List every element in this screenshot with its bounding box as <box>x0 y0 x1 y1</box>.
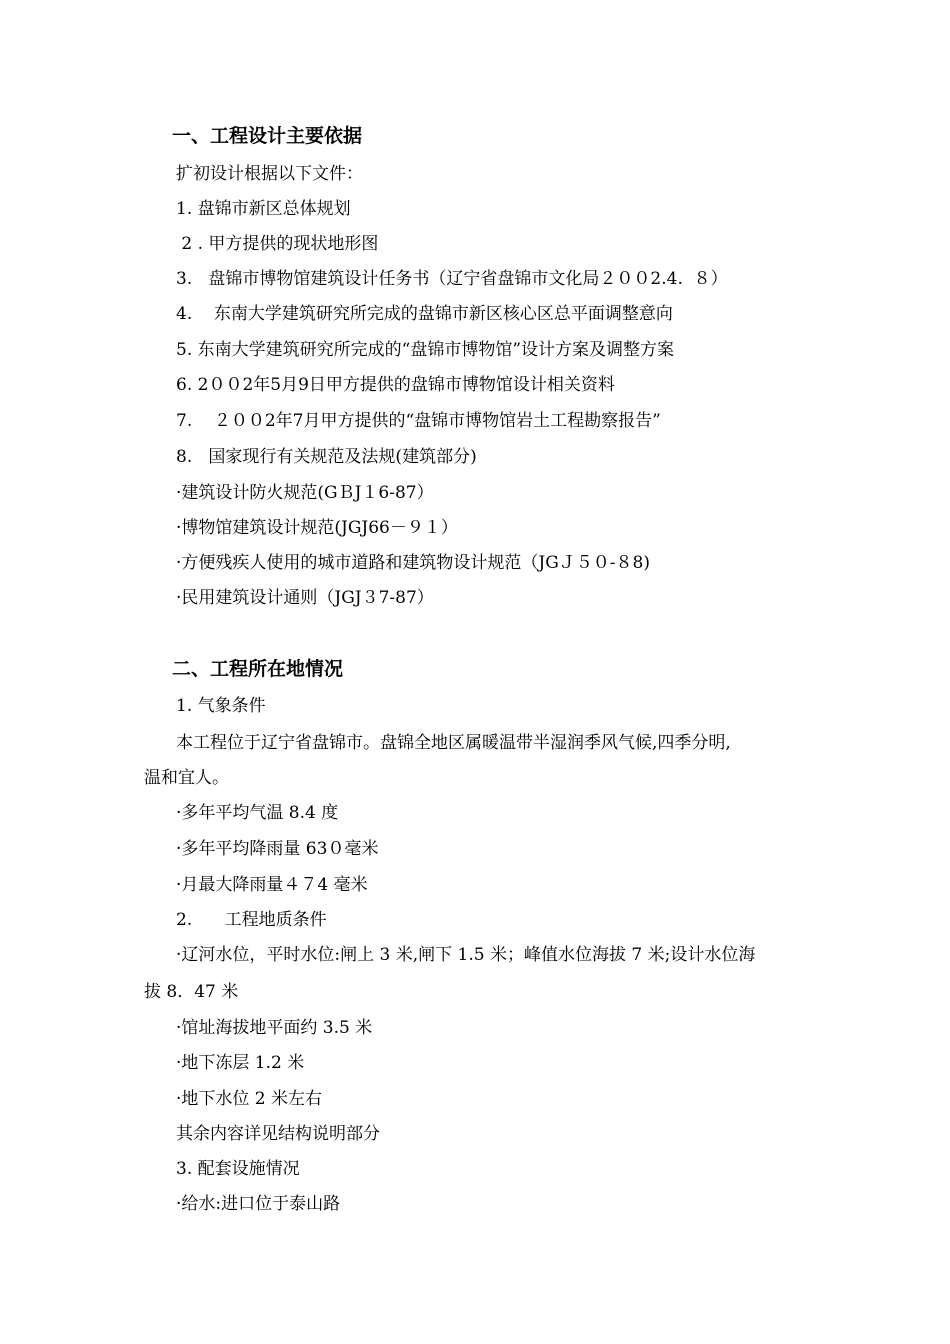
sub-heading-climate: 1. 气象条件 <box>176 696 266 716</box>
basis-item-8: 8. 国家现行有关规范及法规(建筑部分) <box>176 447 477 467</box>
basis-item-3: 3. 盘锦市博物馆建筑设计任务书（辽宁省盘锦市文化局２００2.4. ８） <box>176 269 728 289</box>
sub-heading-facilities: 3. 配套设施情况 <box>176 1159 300 1179</box>
climate-paragraph-line1: 本工程位于辽宁省盘锦市。盘锦全地区属暖温带半湿润季风气候,四季分明, <box>176 733 731 753</box>
basis-item-6: 6. 2００2年5月9日甲方提供的盘锦市博物馆设计相关资料 <box>176 375 615 395</box>
sub-heading-geology: 2. 工程地质条件 <box>176 910 327 930</box>
climate-item-temperature: ·多年平均气温 8.4 度 <box>176 803 339 823</box>
facility-item-water: ·给水:进口位于泰山路 <box>176 1194 341 1214</box>
climate-item-rainfall: ·多年平均降雨量 63０毫米 <box>176 839 379 859</box>
basis-item-7: 7. ２００2年7月甲方提供的“盘锦市博物馆岩土工程勘察报告” <box>176 411 661 431</box>
geology-paragraph-line1: ·辽河水位，平时水位:闸上 3 米,闸下 1.5 米；峰值水位海拔 7 米;设计水位海 <box>176 945 756 965</box>
section2-heading: 二、工程所在地情况 <box>172 658 344 680</box>
regulation-item-civil: ·民用建筑设计通则（JGJ３7-87） <box>176 588 434 608</box>
basis-item-4: 4. 东南大学建筑研究所完成的盘锦市新区核心区总平面调整意向 <box>176 304 673 324</box>
climate-item-max-rainfall: ·月最大降雨量４７4 毫米 <box>176 875 368 895</box>
geology-item-elevation: ·馆址海拔地平面约 3.5 米 <box>176 1018 373 1038</box>
regulation-item-fire: ·建筑设计防火规范(GＢJ１6-87） <box>176 483 434 503</box>
geology-note: 其余内容详见结构说明部分 <box>176 1124 380 1144</box>
geology-item-groundwater: ·地下水位 2 米左右 <box>176 1089 323 1109</box>
geology-item-frost: ·地下冻层 1.2 米 <box>176 1053 305 1073</box>
basis-item-2: 2 . 甲方提供的现状地形图 <box>176 234 379 254</box>
geology-paragraph-line2: 拔 8．47 米 <box>144 982 239 1002</box>
basis-item-5: 5. 东南大学建筑研究所完成的“盘锦市博物馆”设计方案及调整方案 <box>176 340 675 360</box>
regulation-item-museum: ·博物馆建筑设计规范(JGJ66－９１） <box>176 518 458 538</box>
section1-intro: 扩初设计根据以下文件： <box>176 164 363 184</box>
section1-heading: 一、工程设计主要依据 <box>172 125 363 147</box>
basis-item-1: 1. 盘锦市新区总体规划 <box>176 199 351 219</box>
climate-paragraph-line2: 温和宜人。 <box>144 768 229 788</box>
regulation-item-accessibility: ·方便残疾人使用的城市道路和建筑物设计规范（JGＪ５０-８8) <box>176 553 650 573</box>
